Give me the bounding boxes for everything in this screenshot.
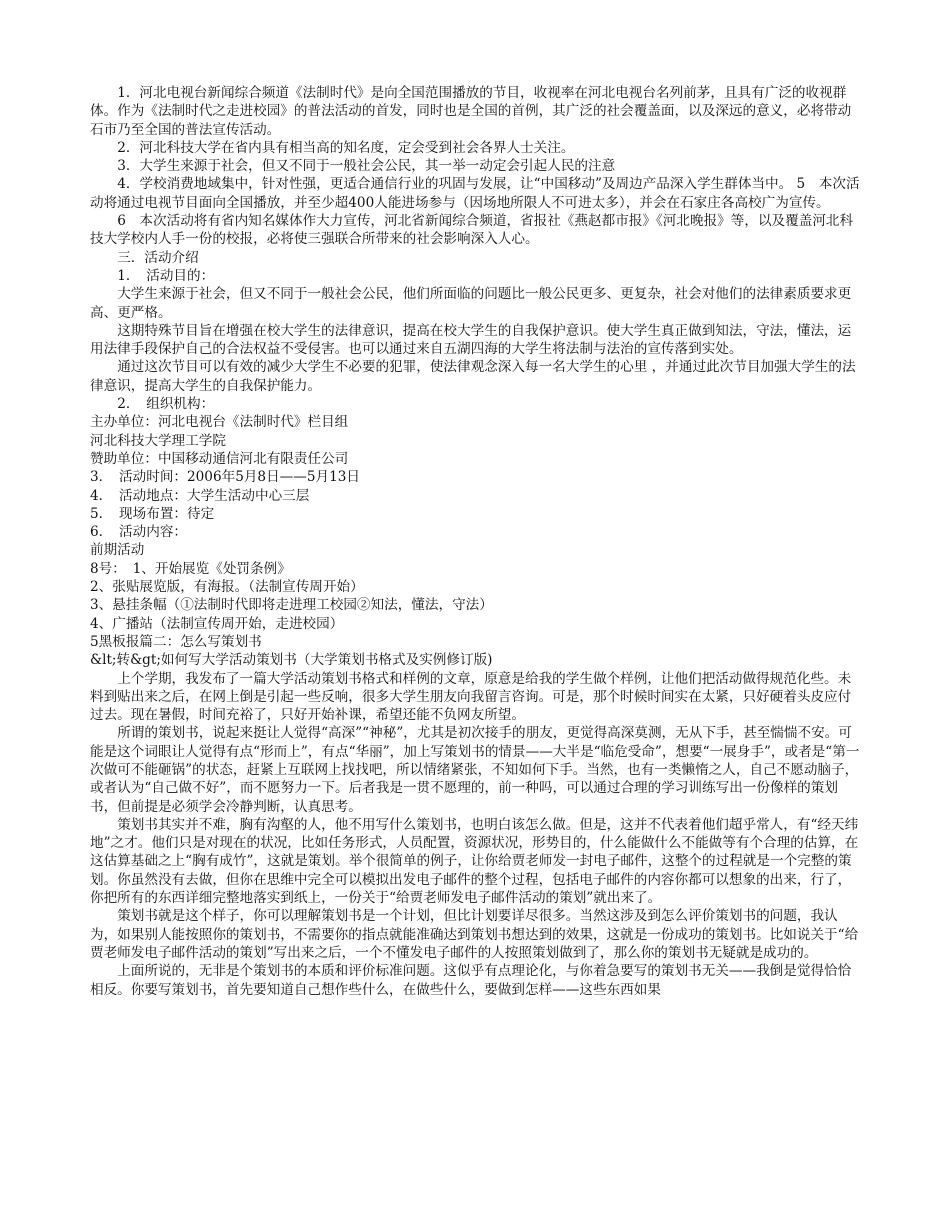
- paragraph-5: 6 本次活动将有省内知名媒体作大力宣传，河北省新闻综合频道，省报社《燕赵都市报》《河北晚报》等，以及覆盖河北科技大学校内人手一份的校报，必将使三强联合所带来的社会影响深入人心。: [90, 213, 854, 248]
- line-activity-content: 6． 活动内容：: [90, 524, 188, 541]
- subheading-organization: 2． 组织机构：: [117, 396, 215, 413]
- paragraph-3: 3．大学生来源于社会，但又不同于一般社会公民，其一举一动定会引起人民的注意: [117, 158, 616, 175]
- line-host: 主办单位：河北电视台《法制时代》栏目组: [90, 414, 349, 431]
- line-venue-setup: 5． 现场布置：待定: [90, 505, 215, 522]
- line-sponsor: 赞助单位：中国移动通信河北有限责任公司: [90, 450, 349, 467]
- paragraph-article-5: 上面所说的，无非是个策划书的本质和评价标准问题。这似乎有点理论化，与你着急要写的策划书无关——我倒是觉得恰恰相反。你要写策划书，首先要知道自己想作些什么，在做些什么，要做到怎样——这些东西如果: [90, 963, 852, 998]
- paragraph-2: 2．河北科技大学在省内具有相当高的知名度，定会受到社会各界人士关注。: [117, 139, 575, 156]
- paragraph-article-2: 所谓的策划书，说起来挺让人觉得“高深”“神秘”，尤其是初次接手的朋友，更觉得高深莫测，无从下手，甚至惴惴不安。可能是这个词眼让人觉得有点“形而上”，有点“华丽”，加上写策划书的情景——大半是“临危受命”，想要“一展身手”，或者是“第一次做可不能砸锅”的状态，赶紧上互联网上找找吧，所以情绪紧张，不知如何下手。当然，也有一类懒惰之人，自己不愿动脑子，或者认为“自己做不好”，而不愿努力一下。后者我是一贯不愿理的，前一种吗，可以通过合理的学习训练写出一份像样的策划书，但前提是必须学会冷静判断，认真思考。: [90, 725, 860, 815]
- subheading-activity-purpose: 1． 活动目的：: [117, 267, 215, 284]
- line-schedule-8: 8号： 1、开始展览《处罚条例》: [90, 560, 291, 577]
- line-activity-time: 3． 活动时间：2006年5月8日——5月13日: [90, 469, 360, 486]
- section-heading-activity-intro: 三．活动介绍: [117, 249, 199, 266]
- line-cohost: 河北科技大学理工学院: [90, 432, 226, 449]
- paragraph-article-4: 策划书就是这个样子，你可以理解策划书是一个计划，但比计划要详尽很多。当然这涉及到怎么评价策划书的问题，我认为，如果别人能按照你的策划书，不需要你的指点就能准确达到策划书想达到的效果，这就是一份成功的策划书。比如说关于“给贾老师发电子邮件活动的策划”写出来之后，一个不懂发电子邮件的人按照策划做到了，那么你的策划书无疑就是成功的。: [90, 908, 859, 961]
- line-article-title: &lt;转&gt;如何写大学活动策划书（大学策划书格式及实例修订版): [90, 652, 493, 669]
- paragraph-article-1: 上个学期，我发布了一篇大学活动策划书格式和样例的文章，原意是给我的学生做个样例，让他们把活动做得规范化些。未料到贴出来之后，在网上倒是引起一些反响，很多大学生朋友向我留言咨询。可是，那个时候时间实在太紧，只好硬着头皮应付过去。现在暑假，时间充裕了，只好开始补课，希望还能不负网友所望。: [90, 670, 852, 724]
- paragraph-1: 1．河北电视台新闻综合频道《法制时代》是向全国范围播放的节目，收视率在河北电视台名列前茅，且具有广泛的收视群体。作为《法制时代之走进校园》的普法活动的首发，同时也是全国的首例，其广泛的社会覆盖面，以及深远的意义，必将带动石市乃至全国的普法宣传活动。: [90, 85, 852, 138]
- line-activity-location: 4． 活动地点：大学生活动中心三层: [90, 487, 310, 504]
- line-schedule-2: 2、张贴展览版，有海报。（法制宣传周开始）: [90, 579, 364, 596]
- line-pre-activities: 前期活动: [90, 542, 145, 559]
- paragraph-purpose-2: 这期特殊节目旨在增强在校大学生的法律意识，提高在校大学生的自我保护意识。使大学生真正做到知法，守法，懂法，运用法律手段保护自己的合法权益不受侵害。也可以通过来自五湖四海的大学生将法制与法治的宣传落到实处。: [90, 322, 852, 358]
- line-schedule-3: 3、悬挂条幅（①法制时代即将走进理工校园②知法，懂法，守法）: [90, 597, 493, 614]
- paragraph-purpose-1: 大学生来源于社会，但又不同于一般社会公民，他们所面临的问题比一般公民更多、更复杂，社会对他们的法律素质要求更高、更严格。: [90, 286, 852, 321]
- paragraph-article-3: 策划书其实并不难，胸有沟壑的人，他不用写什么策划书，也明白该怎么做。但是，这并不代表着他们超乎常人，有“经天纬地”之才。他们只是对现在的状况，比如任务形式，人员配置，资源状况，形势目的，什么能做什么不能做等有个合理的估算，在这估算基础之上“胸有成竹”，这就是策划。举个很简单的例子，让你给贾老师发一封电子邮件，这整个的过程就是一个完整的策划。你虽然没有去做，但你在思维中完全可以模拟出发电子邮件的整个过程，包括电子邮件的内容你都可以想象的出来，行了，你把所有的东西详细完整地落实到纸上，一份关于“给贾老师发电子邮件活动的策划”就出来了。: [90, 816, 859, 907]
- paragraph-4: 4．学校消费地域集中，针对性强，更适合通信行业的巩固与发展，让“中国移动”及周边产品深入学生群体当中。 5 本次活动将通过电视节目面向全国播放，并至少超400人能进场参与（因场地所限人不可进太多），并会在石家庄各高校广为宣传。: [90, 176, 860, 211]
- paragraph-purpose-3: 通过这次节目可以有效的减少大学生不必要的犯罪，使法律观念深入每一名大学生的心里 ，并通过此次节目加强大学生的法律意识，提高大学生的自我保护能力。: [90, 359, 856, 394]
- document-body: [90, 84, 862, 999]
- line-schedule-4: 4、广播站（法制宣传周开始，走进校园）: [90, 615, 344, 632]
- line-schedule-5: 5黑板报篇二：怎么写策划书: [90, 633, 262, 650]
